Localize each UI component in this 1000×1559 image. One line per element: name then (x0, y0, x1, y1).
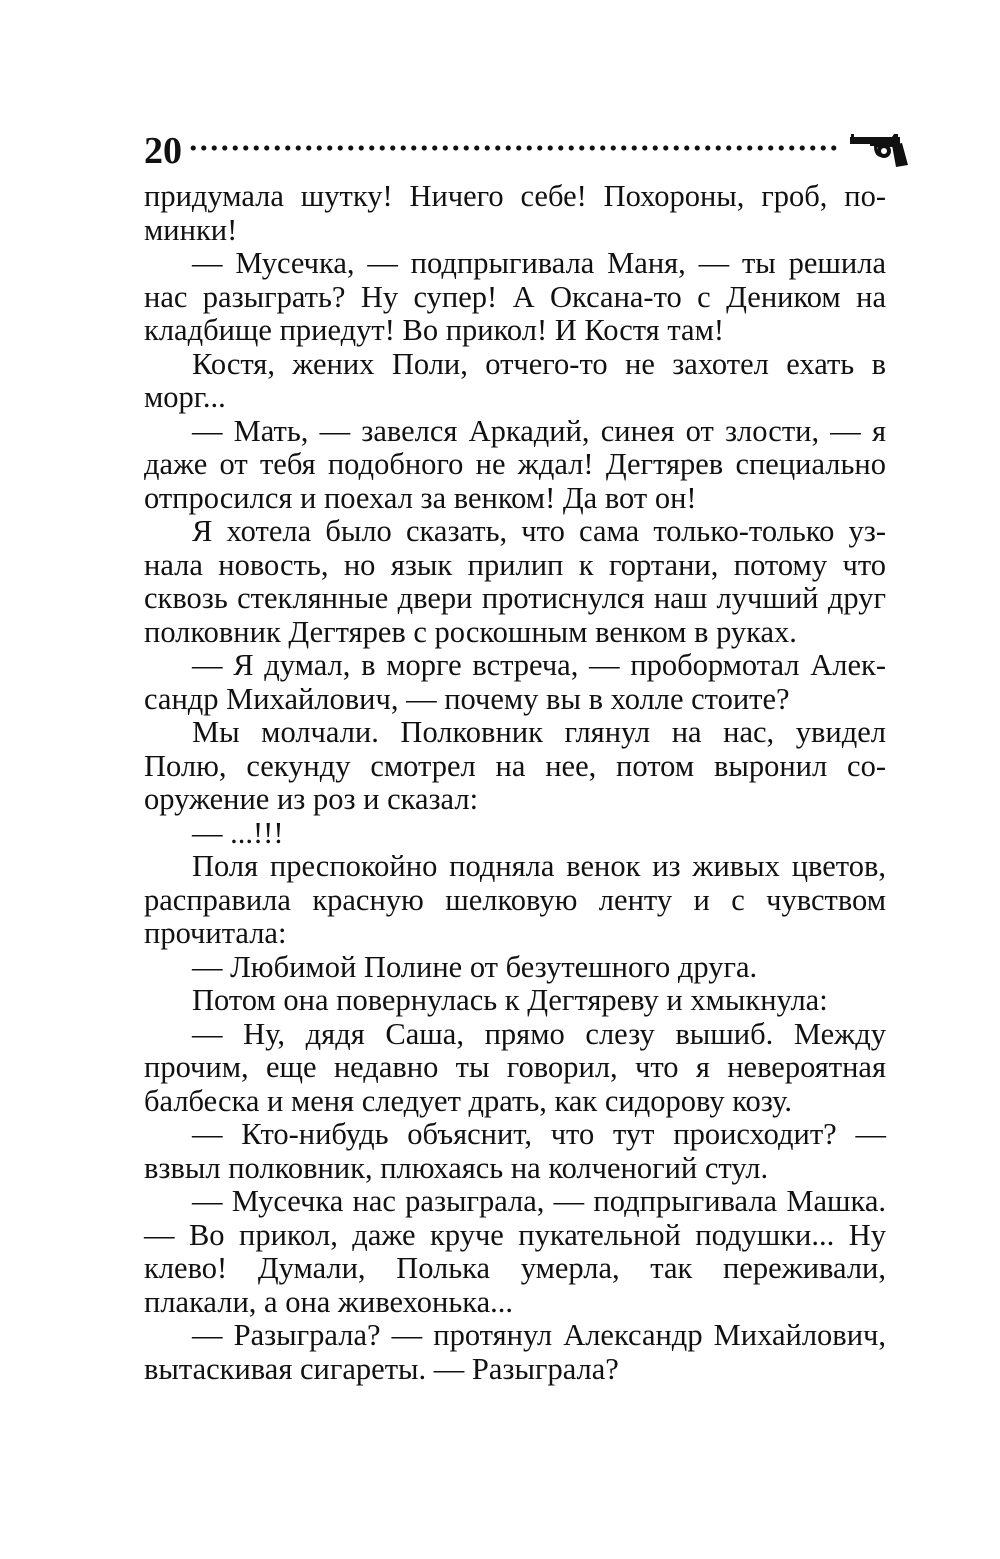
paragraph: — Любимой Полине от безутешного друга. (192, 949, 758, 984)
paragraph: — Мусечка, — подпрыгивала Маня, — ты решила нас разыграть? Ну супер! А Оксана-то с Деником на кладбище приедут! Во прикол! И Костя там! (144, 246, 886, 347)
paragraph: Поля преспокойно подняла венок из живых цветов, расправила красную шелковую ленту и с чувством прочитала: (144, 849, 886, 950)
paragraph: Мы молчали. Полковник глянул на нас, увидел Полю, секунду смотрел на нее, потом выронил сооружение из роз и сказал: (144, 715, 886, 816)
text-body (144, 180, 886, 1386)
page-number: 20 (144, 130, 182, 172)
paragraph: Костя, жених Поли, отчего-то не захотел ехать в морг... (144, 346, 886, 414)
paragraph: — Мусечка нас разыграла, — подпрыгивала Машка. — Во прикол, даже круче пукательной подушки... Ну клево! Думали, Полька умерла, так переживали, плакали, а она живехонька... (144, 1184, 886, 1319)
paragraph: Я хотела было сказать, что сама только-только узнала новость, но язык прилип к гортани, потому что сквозь стеклянные двери протиснулся наш лучший друг полковник Дегтярев с роскошным венком в руках. (144, 514, 886, 649)
paragraph: придумала шутку! Ничего себе! Похороны, гроб, поминки! (144, 179, 886, 247)
paragraph: Потом она повернулась к Дегтяреву и хмыкнула: (192, 983, 828, 1017)
dot-leader (188, 143, 838, 153)
paragraph: — Мать, — завелся Аркадий, синея от злости, — я даже от тебя подобного не ждал! Дегтярев специально отпросился и поехал за венком! Да вот он! (144, 413, 886, 515)
revolver-icon (848, 127, 908, 169)
paragraph: — Кто-нибудь объяснит, что тут происходит? — взвыл полковник, плюхаясь на колченогий стул. (144, 1117, 886, 1185)
paragraph: — ...!!! (192, 815, 284, 850)
paragraph: — Ну, дядя Саша, прямо слезу вышиб. Между прочим, еще недавно ты говорил, что я невероятная балбеска и меня следует драть, как сидорову козу. (144, 1016, 886, 1118)
paragraph: — Я думал, в морге встреча, — пробормотал Александр Михайлович, — почему вы в холле стоите? (144, 648, 886, 716)
running-header (144, 127, 904, 175)
paragraph: — Разыграла? — протянул Александр Михайлович, вытаскивая сигареты. — Разыграла? (144, 1318, 886, 1386)
